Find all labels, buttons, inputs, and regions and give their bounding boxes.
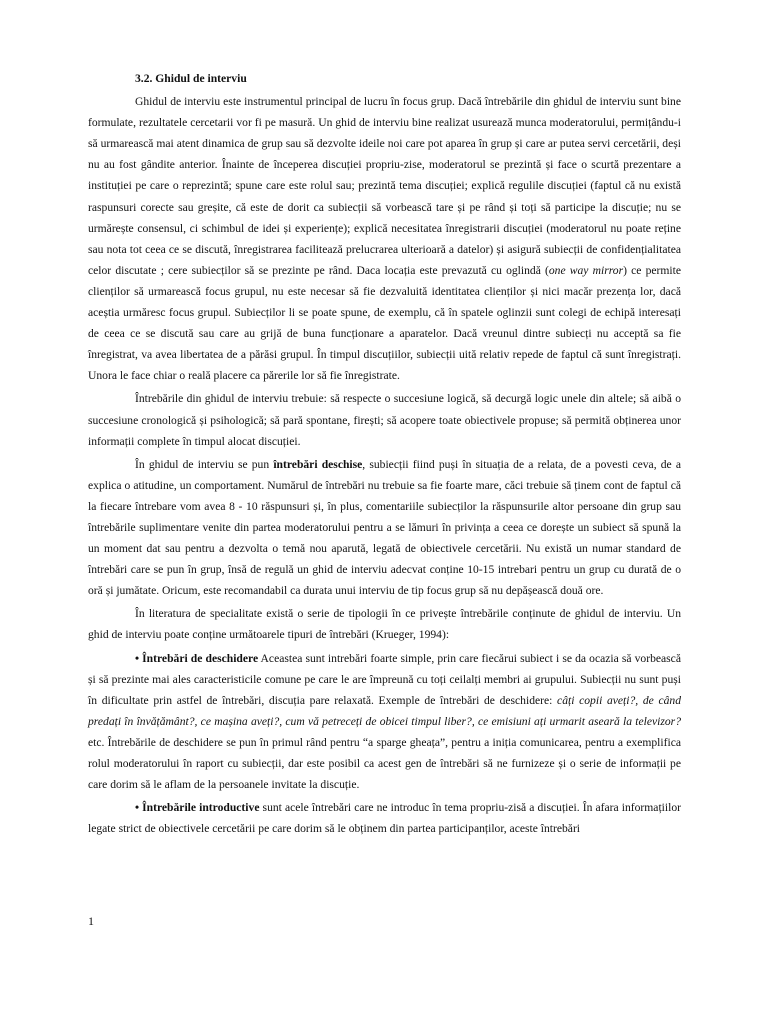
- paragraph-open-questions-end: , subiecții fiind puși în situația de a relata, de a povesti ceva, de a explica o atitudine, un comportament. Numărul de întrebări nu trebuie sa fie foarte mare, căci trebuie să ținem cont de faptul că la fiecare întrebare vom avea 8 - 10 răspunsuri și, în plus, comentariile subiecților la răspunsurile altor persoane din grup sau întrebările suplimentare venite din partea moderatorului pentru a se lămuri în privința a ceea ce dorește un subiect să spună la un moment dat sau pentru a dezvolta o temă nou aparută, legată de obiectivele cercetării. Nu există un numar standard de întrebări care se pun în grup, însă de regulă un ghid de interviu adecvat conține 10-15 intrebari pentru un grup cu durată de o oră și jumătate. Oricum, este recomandabil ca durata unui interviu de tip focus grup să nu depășească două ore.: [88, 457, 682, 598]
- page-number: 1: [88, 914, 94, 928]
- paragraph-open-questions: [88, 454, 681, 602]
- paragraph-typologies: În literatura de specialitate există o serie de tipologii în ce privește întrebările conținute de ghidul de interviu. Un ghid de interviu poate conține următoarele tipuri de întrebări (Krueger, 1994):: [88, 607, 681, 642]
- opening-questions-end: etc. Întrebările de deschidere se pun în primul rând pentru “a sparge gheața”, pentru a iniția comunicarea, pentru a exemplifica rolul moderatorului în raport cu subiecții, dar este posibil ca acest gen de întrebări să ne furnizeze și o serie de informații pe care dorim să le aflam de la persoanele invitate la discuție.: [88, 735, 681, 792]
- paragraph-intro: [88, 91, 681, 386]
- paragraph-open-questions-bold: întrebări deschise: [273, 457, 363, 471]
- document-body: [88, 68, 681, 839]
- introductory-questions-text: sunt acele întrebări care ne introduc în tema propriu-zisă a discuției. În afara informațiilor legate strict de obiectivele cercetării pe care dorim să le obținem din partea participanților, aceste întrebări: [88, 801, 681, 836]
- opening-questions-examples: câți copii aveți?, de când predați în învățământ?, ce mașina aveți?, cum vă petreceți de obicei timpul liber?, ce emisiuni ați urmarit aseară la televizor?: [88, 693, 681, 728]
- bullet-icon: •: [135, 801, 143, 815]
- section-heading: 3.2. Ghidul de interviu: [135, 72, 247, 85]
- bullet-icon: •: [135, 651, 143, 665]
- paragraph-opening-questions: [88, 648, 681, 796]
- introductory-questions-term: Întrebările introductive: [142, 801, 260, 815]
- paragraph-intro-text: Ghidul de interviu este instrumentul principal de lucru în focus grup. Dacă întrebările din ghidul de interviu sunt bine formulate, rezultatele cercetarii vor fi pe masură. Un ghid de interviu bine realizat usurează munca moderatorului, permițându-i să urmarească mai atent dinamica de grup sau să dezvolte ideile noi care pot aparea în grup și care ar putea servi cercetării, deși nu au fost gândite anterior. Înainte de începerea discuției propriu-zise, moderatorul se prezintă și face o scurtă prezentare a instituției pe care o reprezintă; spune care este rolul sau; prezintă tema discuției; explică regulile discuției (faptul că nu există raspunsuri corecte sau greșite, că este de dorit ca subiecții să vorbească tare și pe rând și toți să participe la discuție; nu se urmărește consensul, ci schimbul de idei și experiențe); explică necesitatea înregistrarii discuției (moderatorul nu poate reține sau nota tot ceea ce se discută, înregistrarea facilitează prelucrarea ulterioară a datelor) și asigură subiecții de confidențialitatea celor discutate ; cere subiecților să se prezinte pe rând. Daca locația este prevazută cu oglindă (: [88, 95, 681, 277]
- paragraph-requirements: Întrebările din ghidul de interviu trebuie: să respecte o succesiune logică, să decurgă logic unele din altele; să aibă o succesiune cronologică și psihologică; să pară spontane, firești; să acopere toate obiectivele propuse; să permită obținerea unor informații complete în timpul alocat discuției.: [88, 392, 681, 448]
- opening-questions-term: Întrebări de deschidere: [142, 651, 259, 665]
- paragraph-introductory-questions: [88, 797, 681, 839]
- opening-questions-text: Aceastea sunt intrebări foarte simple, prin care fiecărui subiect i se da ocazia să vorbească și să prezinte mai ales caracteristicile comune pe care le are împreună cu toți ceilalți membri ai grupului. Subiecții nu sunt puși în dificultate prin astfel de întrebări, discuția pare relaxată. Exemple de întrebări de deschidere:: [88, 651, 681, 707]
- paragraph-intro-italic: one way mirror: [548, 263, 624, 277]
- paragraph-intro-end: ) ce permite clienților să urmarească focus grupul, nu este necesar să fie dezvaluită identitatea clienților și nici macăr prezența lor, dacă aceștia urmăresc focus grupul. Subiecților li se poate spune, de exemplu, că în spatele oglinzii sunt colegi de echipă interesați de ceea ce se discută sau care au grijă de buna funcționare a aparatelor. Dacă vreunul dintre subiecți nu acceptă sa fie înregistrat, va avea libertatea de a părăsi grupul. În timpul discuțiilor, subiecții uită relativ repede de faptul că sunt înregistrați. Unora le face chiar o reală placere ca părerile lor să fie înregistrate.: [88, 263, 681, 383]
- paragraph-open-questions-start: În ghidul de interviu se pun: [135, 457, 274, 471]
